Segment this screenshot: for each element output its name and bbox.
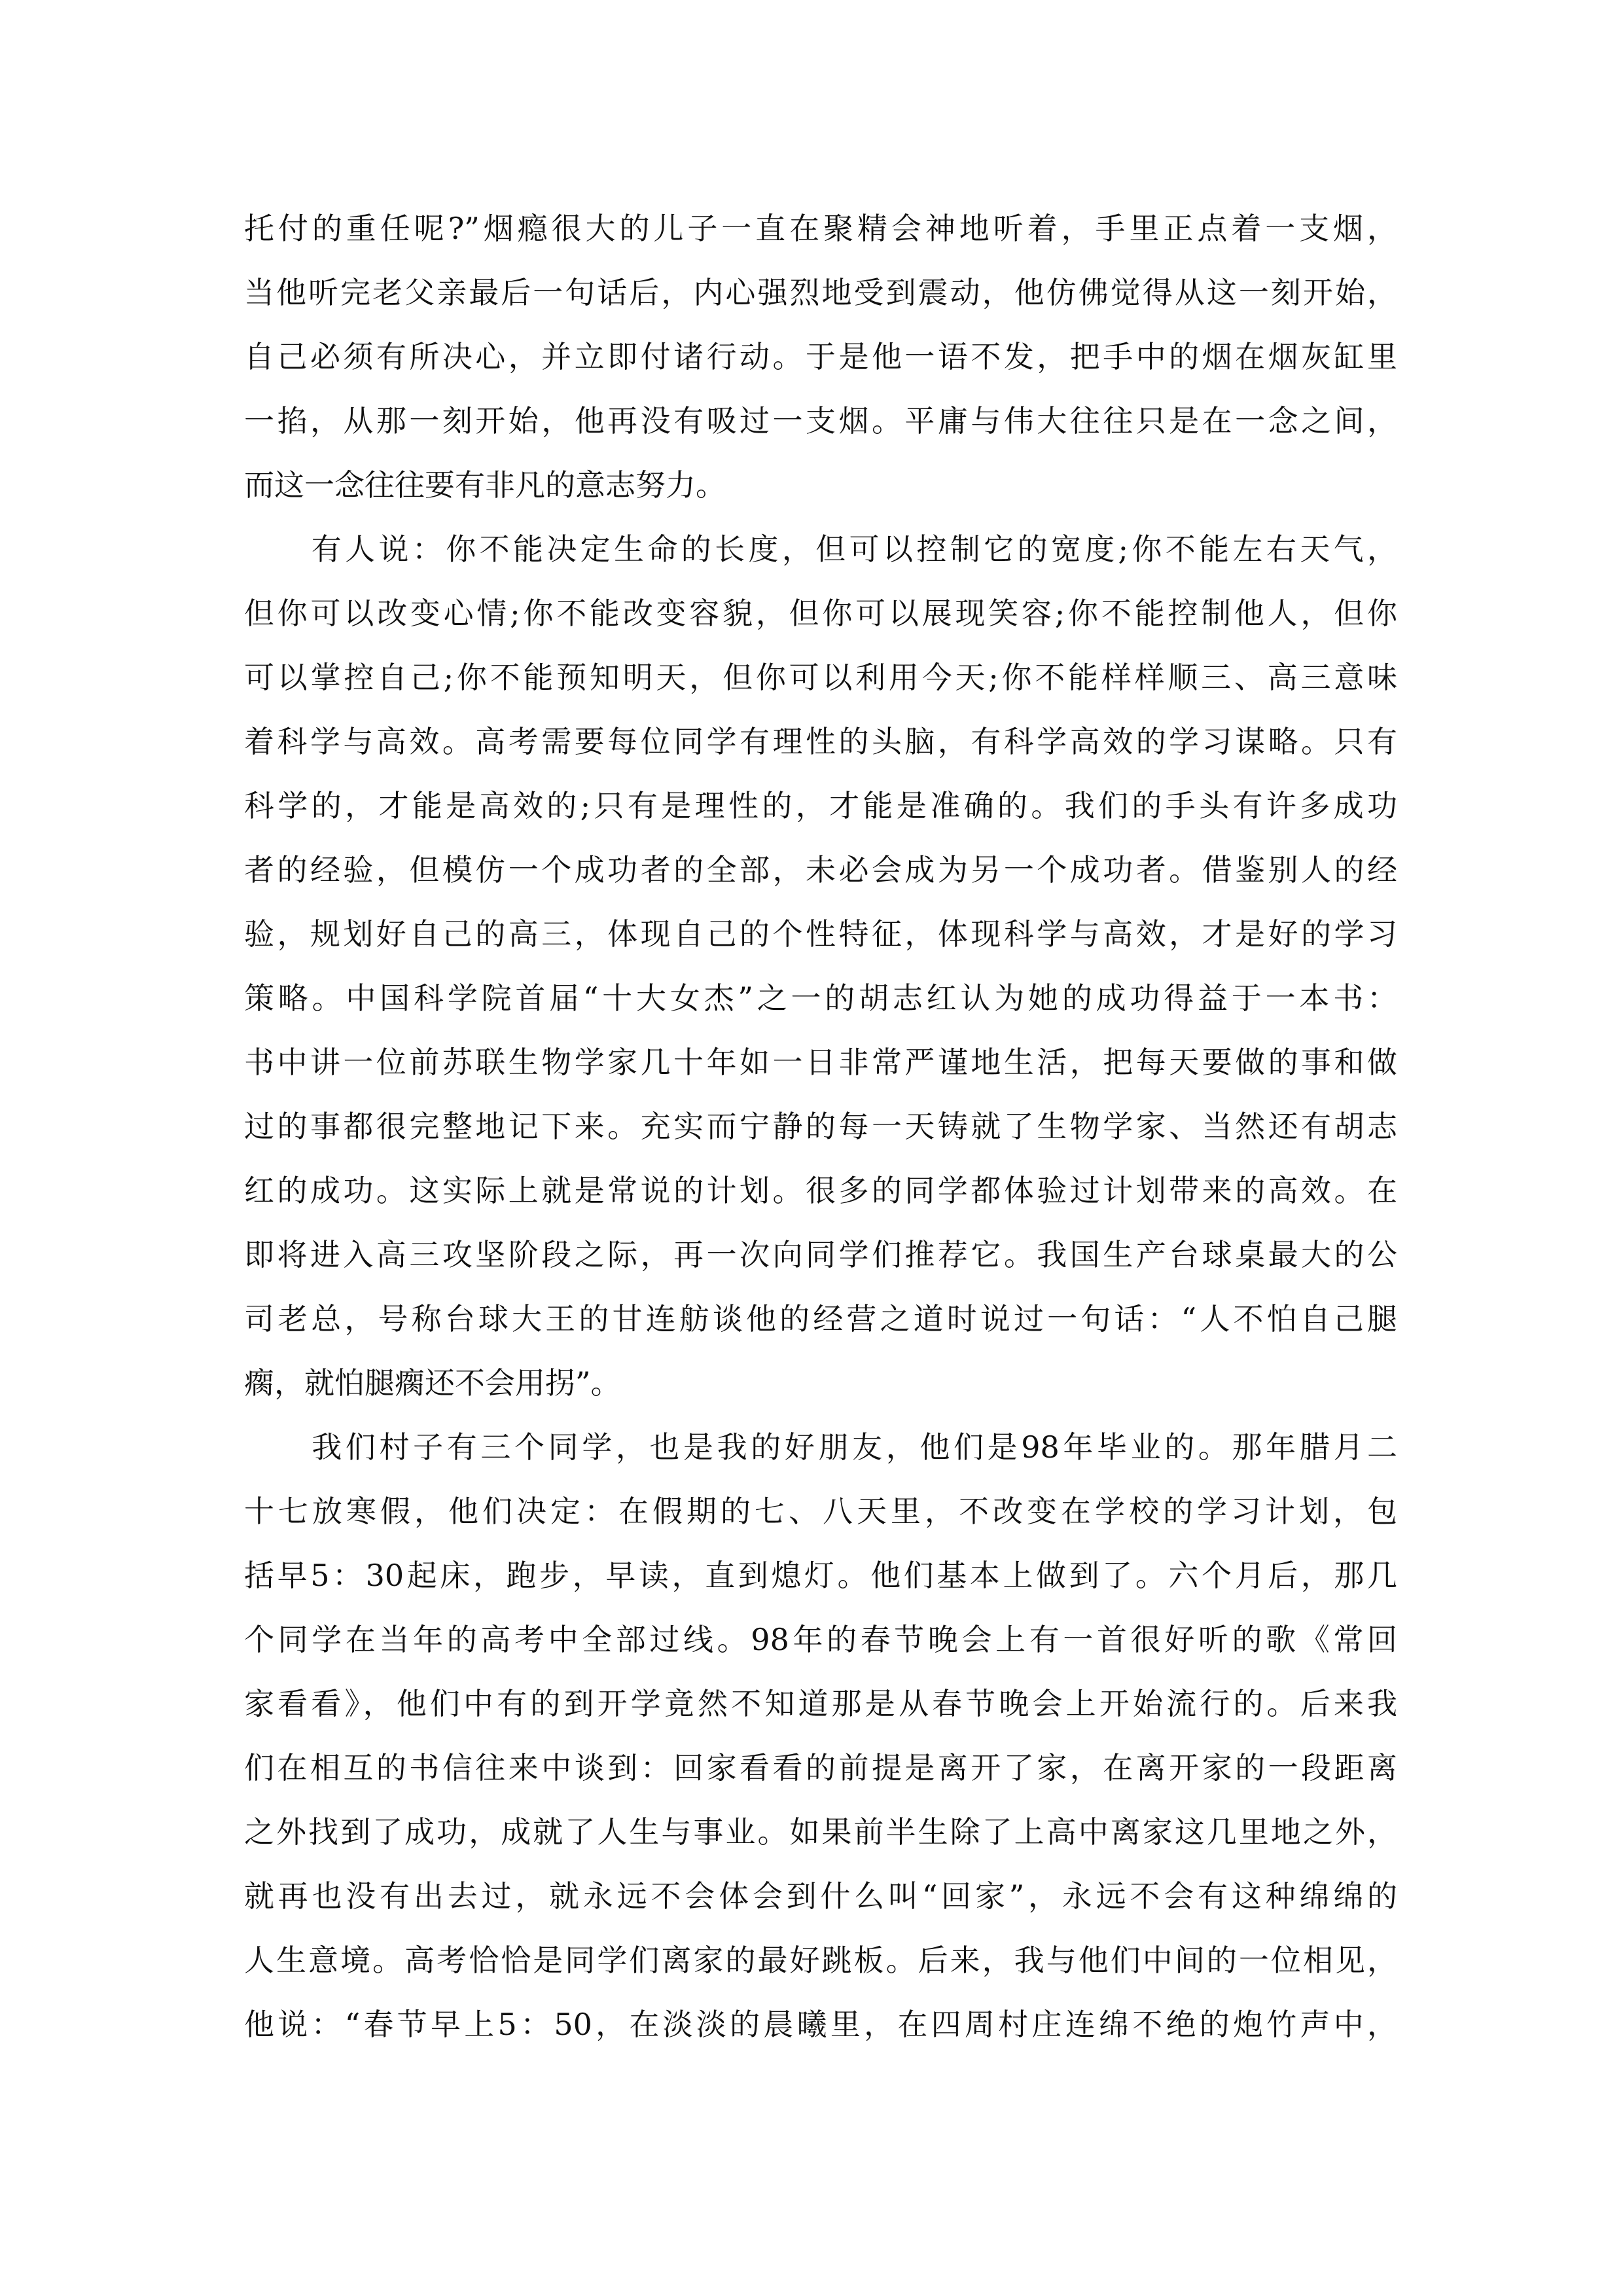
text-line: 托付的重任呢?”烟瘾很大的儿子一直在聚精会神地听着，手里正点着一支烟， <box>244 211 1397 246</box>
text-line: 过的事都很完整地记下来。充实而宁静的每一天铸就了生物学家、当然还有胡志 <box>244 1109 1397 1144</box>
text-line: 当他听完老父亲最后一句话后，内心强烈地受到震动，他仿佛觉得从这一刻开始， <box>244 275 1397 310</box>
text-line: 就再也没有出去过，就永远不会体会到什么叫“回家”，永远不会有这种绵绵的 <box>244 1878 1397 1914</box>
text-line: 科学的，才能是高效的;只有是理性的，才能是准确的。我们的手头有许多成功 <box>244 788 1397 823</box>
text-line: 一掐，从那一刻开始，他再没有吸过一支烟。平庸与伟大往往只是在一念之间， <box>244 403 1397 439</box>
text-line: 我们村子有三个同学，也是我的好朋友，他们是98年毕业的。那年腊月二 <box>244 1429 1397 1465</box>
text-line: 即将进入高三攻坚阶段之际，再一次向同学们推荐它。我国生产台球桌最大的公 <box>244 1237 1397 1272</box>
text-line: 着科学与高效。高考需要每位同学有理性的头脑，有科学高效的学习谋略。只有 <box>244 724 1397 759</box>
text-line: 而这一念往往要有非凡的意志努力。 <box>244 467 726 503</box>
text-line: 们在相互的书信往来中谈到：回家看看的前提是离开了家，在离开家的一段距离 <box>244 1750 1397 1785</box>
text-line: 自己必须有所决心，并立即付诸行动。于是他一语不发，把手中的烟在烟灰缸里 <box>244 339 1397 374</box>
text-line: 但你可以改变心情;你不能改变容貌，但你可以展现笑容;你不能控制他人，但你 <box>244 596 1397 631</box>
text-line: 司老总，号称台球大王的甘连舫谈他的经营之道时说过一句话：“人不怕自己腿 <box>244 1301 1397 1336</box>
text-line: 者的经验，但模仿一个成功者的全部，未必会成为另一个成功者。借鉴别人的经 <box>244 852 1397 888</box>
document-body <box>244 196 1397 2056</box>
text-line: 之外找到了成功，成就了人生与事业。如果前半生除了上高中离家这几里地之外， <box>244 1814 1397 1850</box>
text-line: 策略。中国科学院首届“十大女杰”之一的胡志红认为她的成功得益于一本书： <box>244 980 1397 1016</box>
text-line: 十七放寒假，他们决定：在假期的七、八天里，不改变在学校的学习计划，包 <box>244 1494 1397 1529</box>
text-line: 他说：“春节早上5：50，在淡淡的晨曦里，在四周村庄连绵不绝的炮竹声中， <box>244 2007 1397 2042</box>
paragraph <box>244 517 1397 1415</box>
text-line: 家看看》，他们中有的到开学竟然不知道那是从春节晚会上开始流行的。后来我 <box>244 1686 1397 1721</box>
paragraph <box>244 1415 1397 2056</box>
text-line: 书中讲一位前苏联生物学家几十年如一日非常严谨地生活，把每天要做的事和做 <box>244 1045 1397 1080</box>
text-line: 可以掌控自己;你不能预知明天，但你可以利用今天;你不能样样顺三、高三意味 <box>244 660 1397 695</box>
text-line: 验，规划好自己的高三，体现自己的个性特征，体现科学与高效，才是好的学习 <box>244 916 1397 952</box>
text-line: 有人说：你不能决定生命的长度，但可以控制它的宽度;你不能左右天气， <box>244 531 1397 567</box>
text-line: 括早5：30起床，跑步，早读，直到熄灯。他们基本上做到了。六个月后，那几 <box>244 1558 1397 1593</box>
text-line: 人生意境。高考恰恰是同学们离家的最好跳板。后来，我与他们中间的一位相见， <box>244 1943 1397 1978</box>
text-line: 瘸，就怕腿瘸还不会用拐”。 <box>244 1365 621 1401</box>
text-line: 个同学在当年的高考中全部过线。98年的春节晚会上有一首很好听的歌《常回 <box>244 1622 1397 1657</box>
paragraph <box>244 196 1397 517</box>
text-line: 红的成功。这实际上就是常说的计划。很多的同学都体验过计划带来的高效。在 <box>244 1173 1397 1208</box>
